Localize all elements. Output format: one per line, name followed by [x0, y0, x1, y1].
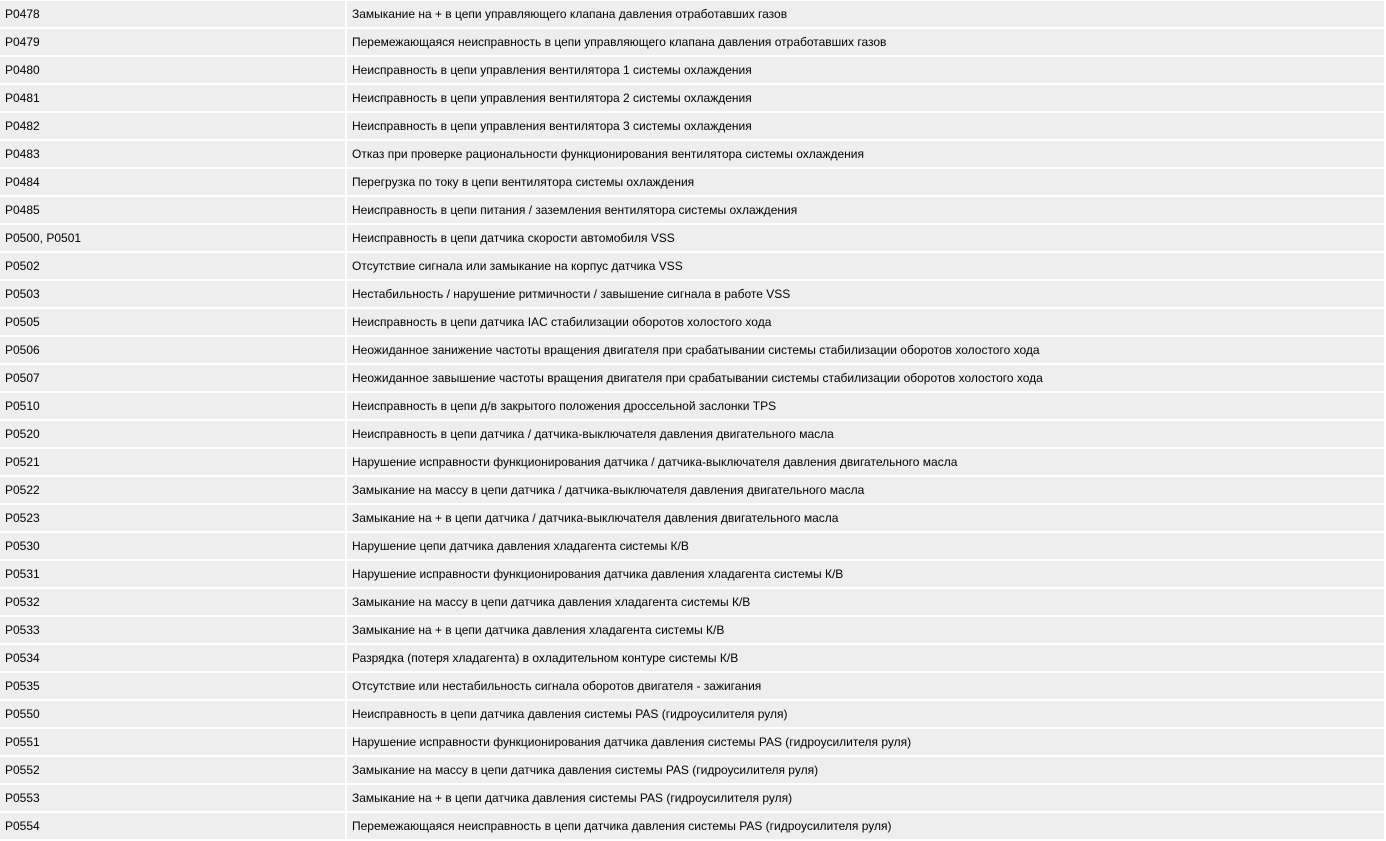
- description-cell: Разрядка (потеря хладагента) в охладительном контуре системы К/В: [347, 645, 1384, 673]
- code-cell: P0505: [0, 309, 347, 337]
- description-cell: Нестабильность / нарушение ритмичности / завышение сигнала в работе VSS: [347, 281, 1384, 309]
- table-row: [0, 309, 1384, 337]
- code-cell: P0523: [0, 505, 347, 533]
- description-cell: Неожиданное занижение частоты вращения двигателя при срабатывании системы стабилизации оборотов холостого хода: [347, 337, 1384, 365]
- code-cell: P0481: [0, 85, 347, 113]
- code-cell: P0484: [0, 169, 347, 197]
- description-cell: Нарушение исправности функционирования датчика давления системы PAS (гидроусилителя руля): [347, 729, 1384, 757]
- description-cell: Неисправность в цепи питания / заземления вентилятора системы охлаждения: [347, 197, 1384, 225]
- code-cell: P0479: [0, 29, 347, 57]
- code-cell: P0485: [0, 197, 347, 225]
- code-cell: P0535: [0, 673, 347, 701]
- code-cell: P0533: [0, 617, 347, 645]
- table-row: [0, 253, 1384, 281]
- description-cell: Замыкание на массу в цепи датчика давления хладагента системы К/В: [347, 589, 1384, 617]
- table-row: [0, 281, 1384, 309]
- description-cell: Неисправность в цепи управления вентилятора 2 системы охлаждения: [347, 85, 1384, 113]
- description-cell: Нарушение исправности функционирования датчика / датчика-выключателя давления двигательного масла: [347, 449, 1384, 477]
- description-cell: Неисправность в цепи д/в закрытого положения дроссельной заслонки TPS: [347, 393, 1384, 421]
- table-row: [0, 85, 1384, 113]
- description-cell: Нарушение исправности функционирования датчика давления хладагента системы К/В: [347, 561, 1384, 589]
- code-cell: P0531: [0, 561, 347, 589]
- table-row: [0, 589, 1384, 617]
- code-cell: P0478: [0, 1, 347, 29]
- code-cell: P0506: [0, 337, 347, 365]
- table-row: [0, 477, 1384, 505]
- description-cell: Неисправность в цепи управления вентилятора 1 системы охлаждения: [347, 57, 1384, 85]
- table-row: [0, 169, 1384, 197]
- table-row: [0, 449, 1384, 477]
- description-cell: Неисправность в цепи датчика IAC стабилизации оборотов холостого хода: [347, 309, 1384, 337]
- table-row: [0, 505, 1384, 533]
- code-cell: P0480: [0, 57, 347, 85]
- description-cell: Неисправность в цепи датчика скорости автомобиля VSS: [347, 225, 1384, 253]
- code-cell: P0551: [0, 729, 347, 757]
- code-cell: P0554: [0, 813, 347, 841]
- description-cell: Замыкание на массу в цепи датчика / датчика-выключателя давления двигательного масла: [347, 477, 1384, 505]
- description-cell: Замыкание на + в цепи датчика давления системы PAS (гидроусилителя руля): [347, 785, 1384, 813]
- description-cell: Перегрузка по току в цепи вентилятора системы охлаждения: [347, 169, 1384, 197]
- code-cell: P0507: [0, 365, 347, 393]
- table-row: [0, 197, 1384, 225]
- description-cell: Неисправность в цепи датчика / датчика-выключателя давления двигательного масла: [347, 421, 1384, 449]
- code-cell: P0502: [0, 253, 347, 281]
- code-cell: P0550: [0, 701, 347, 729]
- table-row: [0, 421, 1384, 449]
- code-cell: P0552: [0, 757, 347, 785]
- code-cell: P0482: [0, 113, 347, 141]
- table-row: [0, 141, 1384, 169]
- table-row: [0, 757, 1384, 785]
- description-cell: Неожиданное завышение частоты вращения двигателя при срабатывании системы стабилизации оборотов холостого хода: [347, 365, 1384, 393]
- description-cell: Перемежающаяся неисправность в цепи датчика давления системы PAS (гидроусилителя руля): [347, 813, 1384, 841]
- code-cell: P0532: [0, 589, 347, 617]
- table-row: [0, 813, 1384, 841]
- code-cell: P0500, P0501: [0, 225, 347, 253]
- description-cell: Замыкание на + в цепи датчика давления хладагента системы К/В: [347, 617, 1384, 645]
- table-row: [0, 365, 1384, 393]
- description-cell: Замыкание на + в цепи датчика / датчика-выключателя давления двигательного масла: [347, 505, 1384, 533]
- table-row: [0, 225, 1384, 253]
- description-cell: Отсутствие сигнала или замыкание на корпус датчика VSS: [347, 253, 1384, 281]
- table-row: [0, 393, 1384, 421]
- table-row: [0, 785, 1384, 813]
- diagnostic-codes-table: [0, 1, 1384, 841]
- description-cell: Неисправность в цепи датчика давления системы PAS (гидроусилителя руля): [347, 701, 1384, 729]
- table-row: [0, 729, 1384, 757]
- table-row: [0, 561, 1384, 589]
- table-row: [0, 673, 1384, 701]
- table-row: [0, 533, 1384, 561]
- table-row: [0, 29, 1384, 57]
- description-cell: Замыкание на + в цепи управляющего клапана давления отработавших газов: [347, 1, 1384, 29]
- description-cell: Замыкание на массу в цепи датчика давления системы PAS (гидроусилителя руля): [347, 757, 1384, 785]
- description-cell: Перемежающаяся неисправность в цепи управляющего клапана давления отработавших газов: [347, 29, 1384, 57]
- description-cell: Неисправность в цепи управления вентилятора 3 системы охлаждения: [347, 113, 1384, 141]
- codes-table-body: [0, 1, 1384, 841]
- table-row: [0, 57, 1384, 85]
- code-cell: P0521: [0, 449, 347, 477]
- code-cell: P0534: [0, 645, 347, 673]
- table-row: [0, 337, 1384, 365]
- code-cell: P0553: [0, 785, 347, 813]
- code-cell: P0503: [0, 281, 347, 309]
- table-row: [0, 645, 1384, 673]
- description-cell: Отказ при проверке рациональности функционирования вентилятора системы охлаждения: [347, 141, 1384, 169]
- table-row: [0, 701, 1384, 729]
- table-row: [0, 617, 1384, 645]
- code-cell: P0483: [0, 141, 347, 169]
- code-cell: P0510: [0, 393, 347, 421]
- table-row: [0, 113, 1384, 141]
- code-cell: P0522: [0, 477, 347, 505]
- description-cell: Нарушение цепи датчика давления хладагента системы К/В: [347, 533, 1384, 561]
- table-row: [0, 1, 1384, 29]
- code-cell: P0520: [0, 421, 347, 449]
- code-cell: P0530: [0, 533, 347, 561]
- description-cell: Отсутствие или нестабильность сигнала оборотов двигателя - зажигания: [347, 673, 1384, 701]
